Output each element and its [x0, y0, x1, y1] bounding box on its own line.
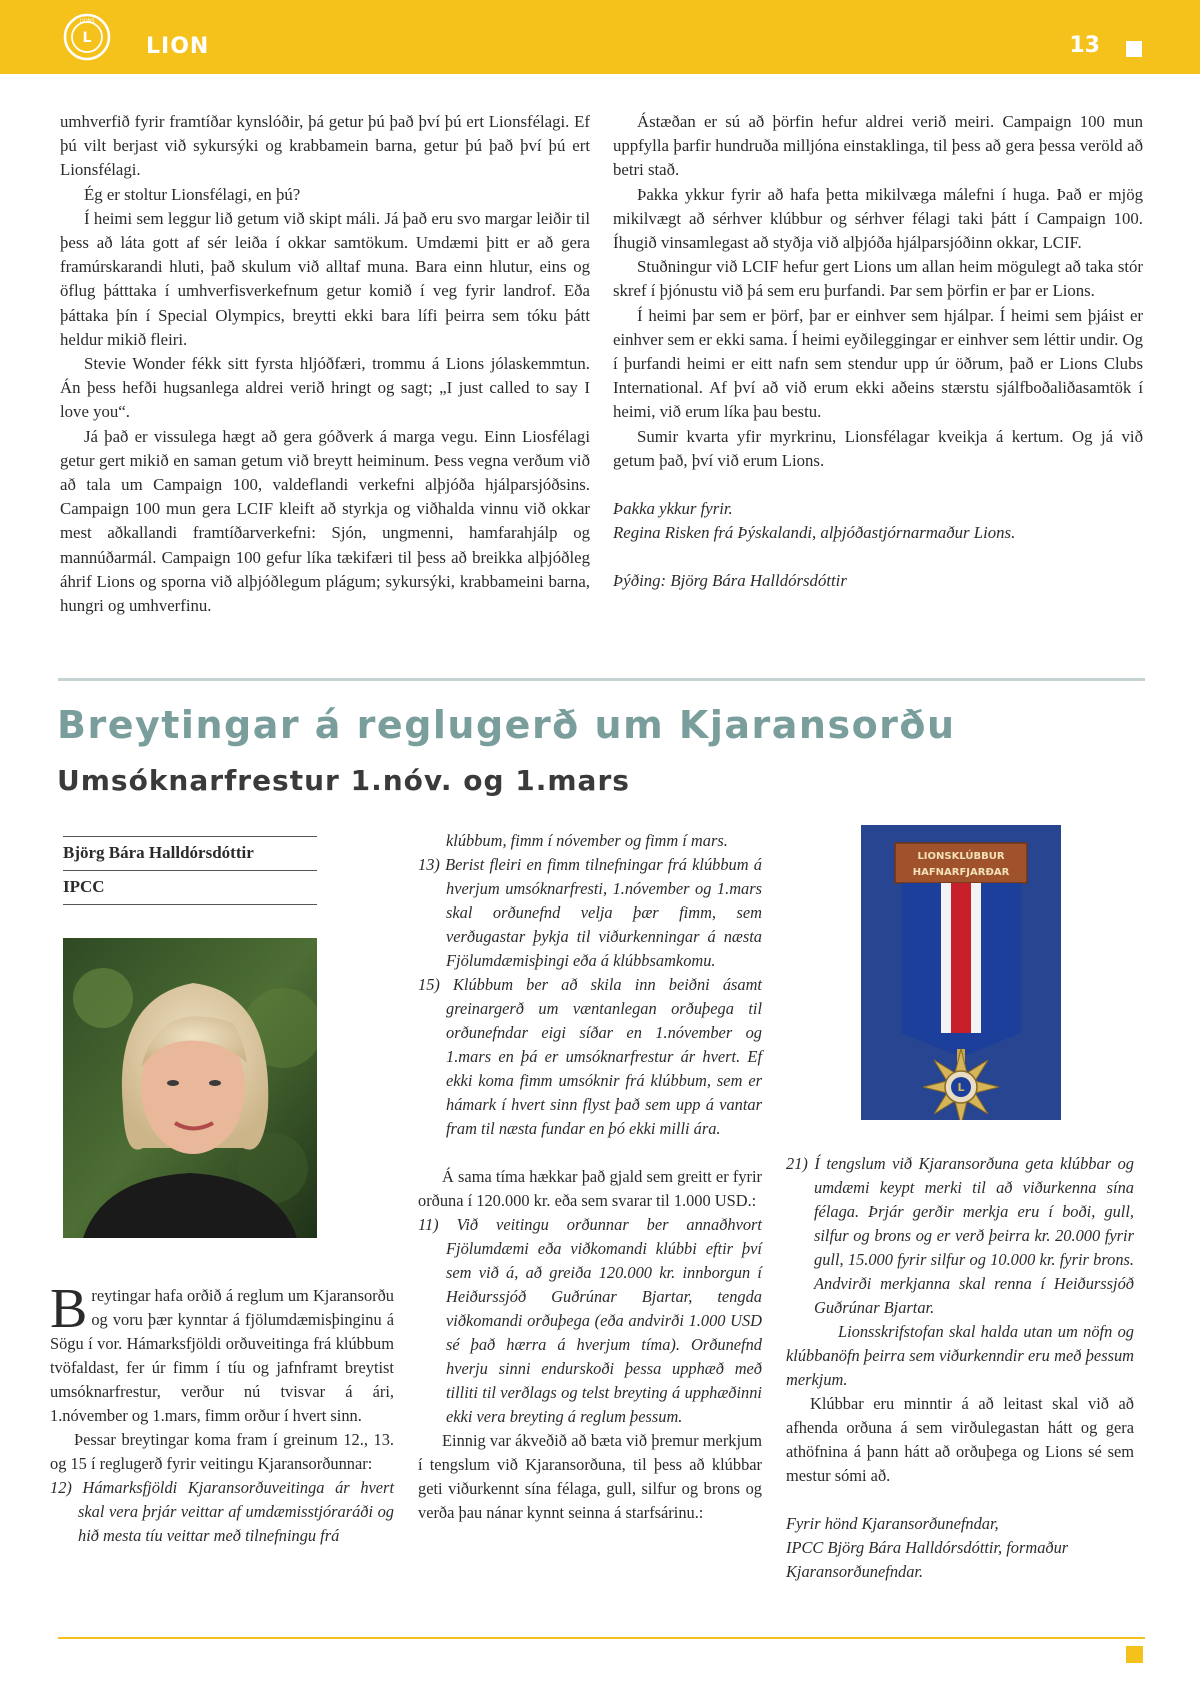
paragraph: Þakka ykkur fyrir að hafa þetta mikilvæga málefni í huga. Það er mjög mikilvægt að sérhver klúbbur og sérhver félagi taki þátt í Campaign 100. Íhugið vinsamlegast að styðja við alþjóða hjálparsjóðinn okkar, LCIF.	[613, 184, 1143, 253]
page-number: 13	[1069, 33, 1100, 58]
section-divider	[58, 678, 1145, 681]
article-subtitle: Umsóknarfrestur 1.nóv. og 1.mars	[57, 764, 630, 797]
paragraph: Á sama tíma hækkar það gjald sem greitt er fyrir orðuna í 120.000 kr. eða sem svarar til 1.000 USD.:	[418, 1167, 762, 1210]
paragraph: Í heimi sem leggur lið getum við skipt máli. Já það eru svo margar leiðir til þess að láta gott af sér leiða í okkar samtökum. Umdæmi þitt er að gera framúrskarandi hluti, það skulum við alltaf muna. Bara einn hlutur, eins og öflug þátttaka í umhverfisverkefnum getur komið í veg fyrir landrof. Eða þáttaka þín í Special Olympics, breytti ekki bara lífi þeirra sem tóku þátt heldur mikið fleiri.	[60, 208, 590, 349]
medal-clasp-text-1: LIONSKLÚBBUR	[917, 851, 1005, 862]
paragraph: Stevie Wonder fékk sitt fyrsta hljóðfæri, trommu á Lions jólaskemmtun. Án þess hefði hugsanlega aldrei verið hringt og sagt; „I just called to say I love you“.	[60, 354, 590, 422]
footer-rule	[58, 1637, 1145, 1639]
top-right-column	[613, 110, 1143, 594]
author-role: IPCC	[63, 870, 317, 905]
page-marker	[1126, 41, 1142, 57]
medal-clasp-text-2: HAFNARFJARÐAR	[912, 867, 1010, 878]
article-title: Breytingar á reglugerð um Kjaransorðu	[57, 703, 956, 747]
paragraph: umhverfið fyrir framtíðar kynslóðir, þá getur þú það því þú ert Lionsfélagi. Ef þú vilt berjast við sykursýki og krabbamein barna, getur þú það því þú ert Lionsfélagi.	[60, 112, 590, 180]
intro-text: reytingar hafa orðið á reglum um Kjaransorðu og voru þær kynntar á fjölumdæmisþinginu á Sögu í vor. Hámarksfjöldi orðuveitinga frá klúbbum tvöfaldast, fer úr fimm í tíu og jafnframt breytist umsóknarfrestur, verður nú tvisvar á ári, 1.nóvember og 1.mars, fimm orður í hvert sinn.	[50, 1286, 394, 1425]
signature-thanks: Þakka ykkur fyrir.	[613, 499, 733, 519]
rule-15: 15) Klúbbum ber að skila inn beiðni ásamt greinargerð um væntanlegan orðuþega til orðunefndar eigi síðar en 1.nóvember og 1.mars en þá er umsóknarfrestur ár hvert. Ef ekki koma fimm umsóknir frá klúbbum, sem er hámark í hvert sinn flyst það sem upp á vantar fram til næsta fundar en þó ekki milli ára.	[418, 975, 762, 1138]
intro-paragraph	[50, 1278, 394, 1428]
rule-13: 13) Berist fleiri en fimm tilnefningar frá klúbbum á hverjum umsóknarfresti, 1.nóvember og 1.mars skal orðunefnd velja þær fimm, sem verðugastar þykja til viðurkenningar á næsta Fjölumdæmisþingi eða á klúbbsamkomu.	[418, 855, 762, 970]
rule-21: 21) Í tengslum við Kjaransorðuna geta klúbbar og umdæmi keypt merki til að viðurkenna sína félaga. Þrjár gerðir merkja eru í boði, gull, silfur og brons og er verð þeirra kr. 20.000 fyrir gull, 15.000 fyrir silfur og 10.000 kr. fyrir brons. Andvirði merkjanna skal renna í Heiðurssjóð Guðrúnar Bjartar.	[786, 1154, 1134, 1317]
paragraph: Ástæðan er sú að þörfin hefur aldrei verið meiri. Campaign 100 mun uppfylla þarfir hundruða milljóna einstaklinga, til þess að gera þessa veröld að betri stað.	[613, 112, 1143, 180]
top-left-column	[60, 110, 590, 618]
signature-line-1: Fyrir hönd Kjaransorðunefndar,	[786, 1514, 999, 1533]
rule-21-continued: Lionsskrifstofan skal halda utan um nöfn og klúbbanöfn þeirra sem viðurkenndir eru með þessum merkjum.	[786, 1322, 1134, 1389]
paragraph: Í heimi þar sem er þörf, þar er einhver sem hjálpar. Í heimi sem þjáist er einhver sem er ekki sama. Í heimi eyðileggingar er einhver sem léttir undir. Og í þurfandi heimi er eitt nafn sem stendur upp úr öðrum, það er Lions Clubs International. Af því að við erum ekki aðeins stærstu sjálfboðaliðasamtök í heimi, við erum líka þau bestu.	[613, 305, 1143, 422]
lower-column-3	[786, 1152, 1134, 1584]
svg-text:LIONS: LIONS	[79, 18, 95, 25]
paragraph: Stuðningur við LCIF hefur gert Lions um allan heim mögulegt að taka stór skref í þjónustu við þá sem eru þurfandi. Þar sem þörfin er þar er Lions.	[613, 257, 1143, 301]
lower-column-2	[418, 829, 762, 1525]
lower-column-1	[50, 1278, 394, 1548]
byline-box	[63, 836, 317, 905]
rule-11: 11) Við veitingu orðunnar ber annaðhvort Fjölumdæmi eða viðkomandi klúbbi eftir því sem við á, að greiða 120.000 kr. innborgun í Heiðurssjóð Guðrúnar Bjartar, tengda viðkomandi orðuþega (eða andvirði 1.000 USD sé það hærra á hverjum tíma). Orðunefnd hverju sinni endurskoði þessa upphæð með tilliti til verðlags og telst breyting á upphæðinni ekki vera breyting á reglum þessum.	[418, 1215, 762, 1426]
signature-author: Regina Risken frá Þýskalandi, alþjóðastjórnarmaður Lions.	[613, 523, 1016, 543]
rule-12: 12) Hámarksfjöldi Kjaransorðuveitinga ár hvert skal vera þrjár veittar af umdæmisstjóraráði og hið mesta tíu veittar með tilnefningu frá	[50, 1478, 394, 1545]
paragraph: Þessar breytingar koma fram í greinum 12., 13. og 15 í reglugerð fyrir veitingu Kjaransorðunnar:	[50, 1430, 394, 1473]
svg-text:L: L	[82, 30, 92, 46]
author-portrait	[63, 938, 317, 1238]
page-header	[0, 0, 1200, 74]
paragraph: Einnig var ákveðið að bæta við þremur merkjum í tengslum við Kjaransorðuna, til þess að klúbbar geti viðurkennt sína félaga, gull, silfur og brons og verða þau nánar kynnt seinna á starfsárinu.:	[418, 1431, 762, 1522]
lions-logo-icon	[62, 12, 112, 62]
svg-text:L: L	[957, 1081, 965, 1094]
rule-12-continued: klúbbum, fimm í nóvember og fimm í mars.	[446, 831, 728, 850]
paragraph: Klúbbar eru minntir á að leitast skal við að afhenda orðuna á sem virðulegastan hátt og gera athöfnina á þann hátt að orðuþega og Lions sé sem mestur sómi að.	[786, 1394, 1134, 1485]
magazine-brand: LION	[146, 34, 210, 59]
paragraph: Já það er vissulega hægt að gera góðverk á marga vegu. Einn Liosfélagi getur gert mikið en saman getum við breytt heiminum. Þess vegna verðum við að tala um Campaign 100, valdeflandi verkefni alþjóða hjálparsjóðsins. Campaign 100 mun gera LCIF kleift að styrkja og viðhalda vinnu við okkar mest aðkallandi framtíðarverkefni: Sjón, ungmenni, hamfarahjálp og mannúðarmál. Campaign 100 gefur líka tækifæri til þess að breikka alþjóðleg áhrif Lions og sporna við alþjóðlegum plágum; sykursýki, krabbameini barna, hungri og umhverfinu.	[60, 426, 590, 616]
footer-marker	[1126, 1646, 1143, 1663]
medal-photo	[861, 825, 1061, 1120]
drop-cap: B	[50, 1278, 88, 1340]
signature-line-2: IPCC Björg Bára Halldórsdóttir, formaður Kjaransorðunefndar.	[786, 1538, 1069, 1581]
translation-credit: Þýðing: Björg Bára Halldórsdóttir	[613, 571, 847, 591]
paragraph: Ég er stoltur Lionsfélagi, en þú?	[84, 184, 301, 204]
paragraph: Sumir kvarta yfir myrkrinu, Lionsfélagar kveikja á kertum. Og já við getum það, því við erum Lions.	[613, 426, 1143, 470]
author-name: Björg Bára Halldórsdóttir	[63, 836, 317, 870]
